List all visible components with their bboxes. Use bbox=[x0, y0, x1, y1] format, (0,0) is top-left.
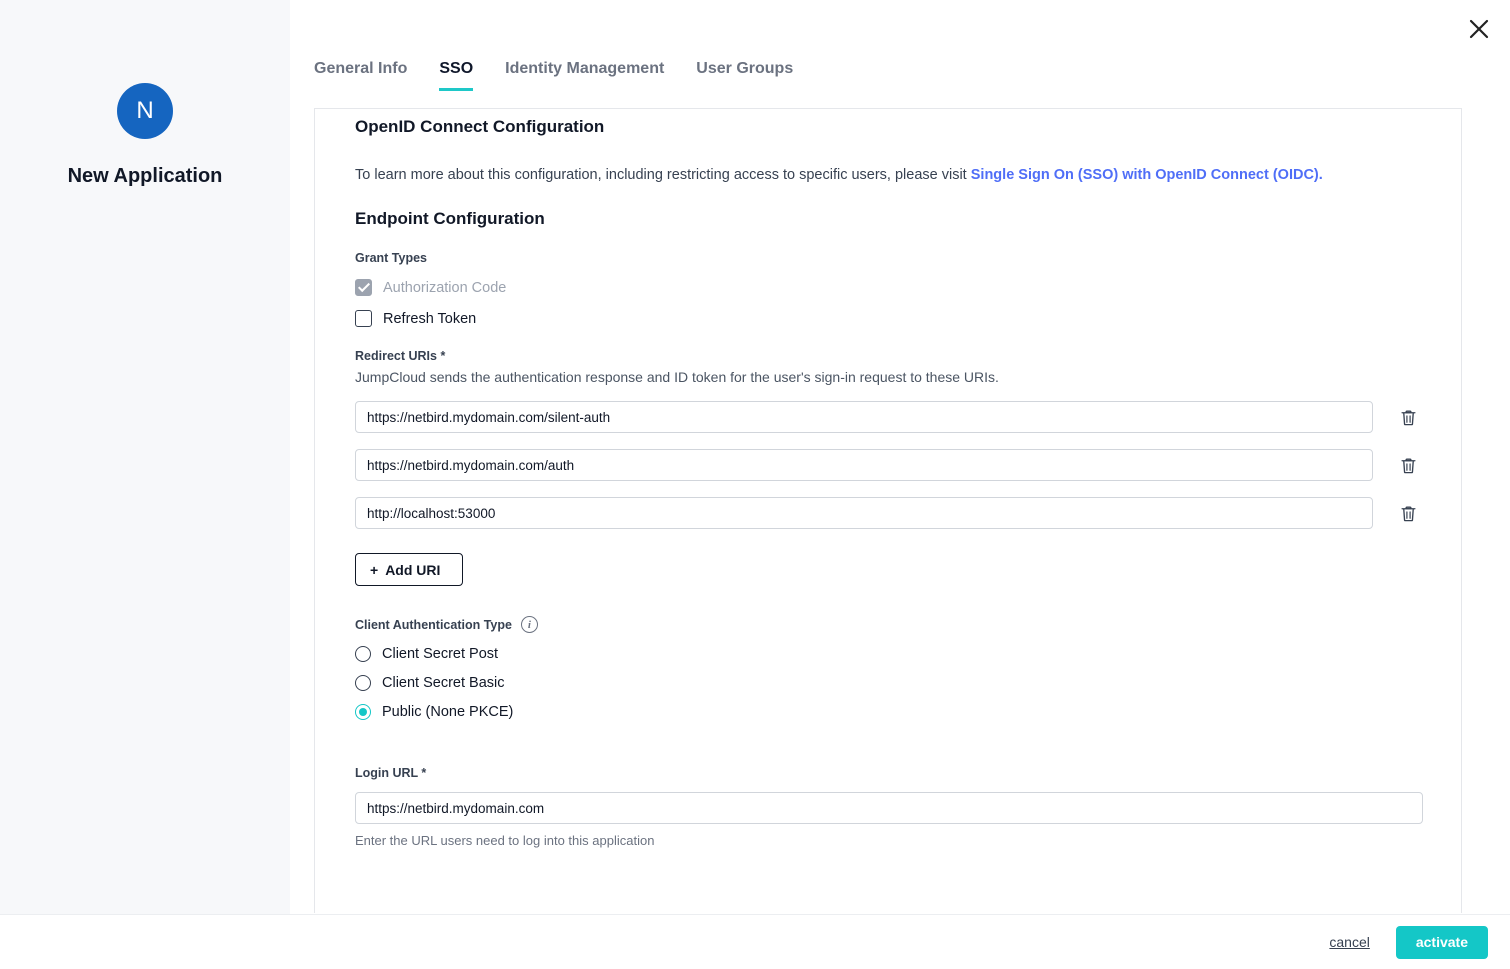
avatar: N bbox=[117, 83, 173, 139]
grant-type-label: Authorization Code bbox=[383, 279, 507, 296]
close-icon[interactable] bbox=[1462, 12, 1496, 46]
info-icon[interactable]: i bbox=[521, 616, 538, 633]
redirect-uri-input-1[interactable] bbox=[355, 401, 1373, 433]
redirect-uris-hint: JumpCloud sends the authentication response and ID token for the user's sign-in request to these URIs. bbox=[355, 369, 999, 386]
login-url-hint: Enter the URL users need to log into this application bbox=[355, 833, 655, 849]
client-auth-option-label: Client Secret Basic bbox=[382, 675, 505, 692]
grant-types-label: Grant Types bbox=[355, 251, 428, 266]
add-uri-label: Add URI bbox=[385, 561, 441, 578]
checkbox-authorization-code bbox=[355, 279, 372, 296]
redirect-uri-input-3[interactable] bbox=[355, 497, 1373, 529]
grant-type-label: Refresh Token bbox=[383, 310, 477, 327]
modal-footer bbox=[0, 914, 1510, 969]
tab-user-groups[interactable]: User Groups bbox=[696, 60, 794, 77]
client-auth-option-public-none-pkce[interactable] bbox=[355, 704, 1421, 720]
login-url-label: Login URL * bbox=[355, 766, 427, 781]
cancel-button[interactable]: cancel bbox=[1329, 934, 1370, 950]
client-auth-type-label: Client Authentication Type bbox=[355, 617, 512, 632]
client-auth-option-label: Public (None PKCE) bbox=[382, 704, 514, 721]
client-auth-option-client-secret-post[interactable] bbox=[355, 646, 1421, 662]
trash-icon[interactable] bbox=[1397, 454, 1419, 476]
redirect-uri-row bbox=[355, 497, 1421, 529]
checkbox-refresh-token[interactable] bbox=[355, 310, 372, 327]
client-auth-type-header bbox=[355, 616, 1421, 633]
redirect-uri-row bbox=[355, 401, 1421, 433]
app-sidebar bbox=[0, 0, 290, 915]
tab-general-info[interactable]: General Info bbox=[314, 60, 408, 77]
radio-client-secret-post[interactable] bbox=[355, 646, 371, 662]
plus-icon: + bbox=[370, 561, 379, 578]
sso-config-panel bbox=[314, 108, 1462, 913]
tab-identity-management[interactable]: Identity Management bbox=[505, 60, 665, 77]
endpoint-configuration-title: Endpoint Configuration bbox=[355, 209, 545, 229]
client-auth-option-client-secret-basic[interactable] bbox=[355, 675, 1421, 691]
tab-bar bbox=[290, 60, 1510, 106]
redirect-uri-row bbox=[355, 449, 1421, 481]
trash-icon[interactable] bbox=[1397, 502, 1419, 524]
grant-type-refresh-token[interactable] bbox=[355, 310, 1421, 327]
grant-type-authorization-code bbox=[355, 279, 1421, 296]
activate-button[interactable]: activate bbox=[1396, 926, 1488, 959]
section-title: OpenID Connect Configuration bbox=[355, 117, 605, 136]
intro-text-body: To learn more about this configuration, including restricting access to specific users, please visit bbox=[355, 167, 971, 183]
radio-public-none-pkce[interactable] bbox=[355, 704, 371, 720]
client-auth-option-label: Client Secret Post bbox=[382, 646, 499, 663]
redirect-uris-label: Redirect URIs * bbox=[355, 349, 446, 364]
tab-sso[interactable]: SSO bbox=[439, 60, 473, 91]
radio-client-secret-basic[interactable] bbox=[355, 675, 371, 691]
redirect-uri-input-2[interactable] bbox=[355, 449, 1373, 481]
add-uri-button[interactable] bbox=[355, 553, 463, 586]
oidc-docs-link[interactable]: Single Sign On (SSO) with OpenID Connect (OIDC). bbox=[970, 167, 1323, 183]
intro-text bbox=[355, 165, 1421, 185]
page-title: New Application bbox=[67, 165, 223, 187]
login-url-input[interactable] bbox=[355, 792, 1423, 824]
trash-icon[interactable] bbox=[1397, 406, 1419, 428]
